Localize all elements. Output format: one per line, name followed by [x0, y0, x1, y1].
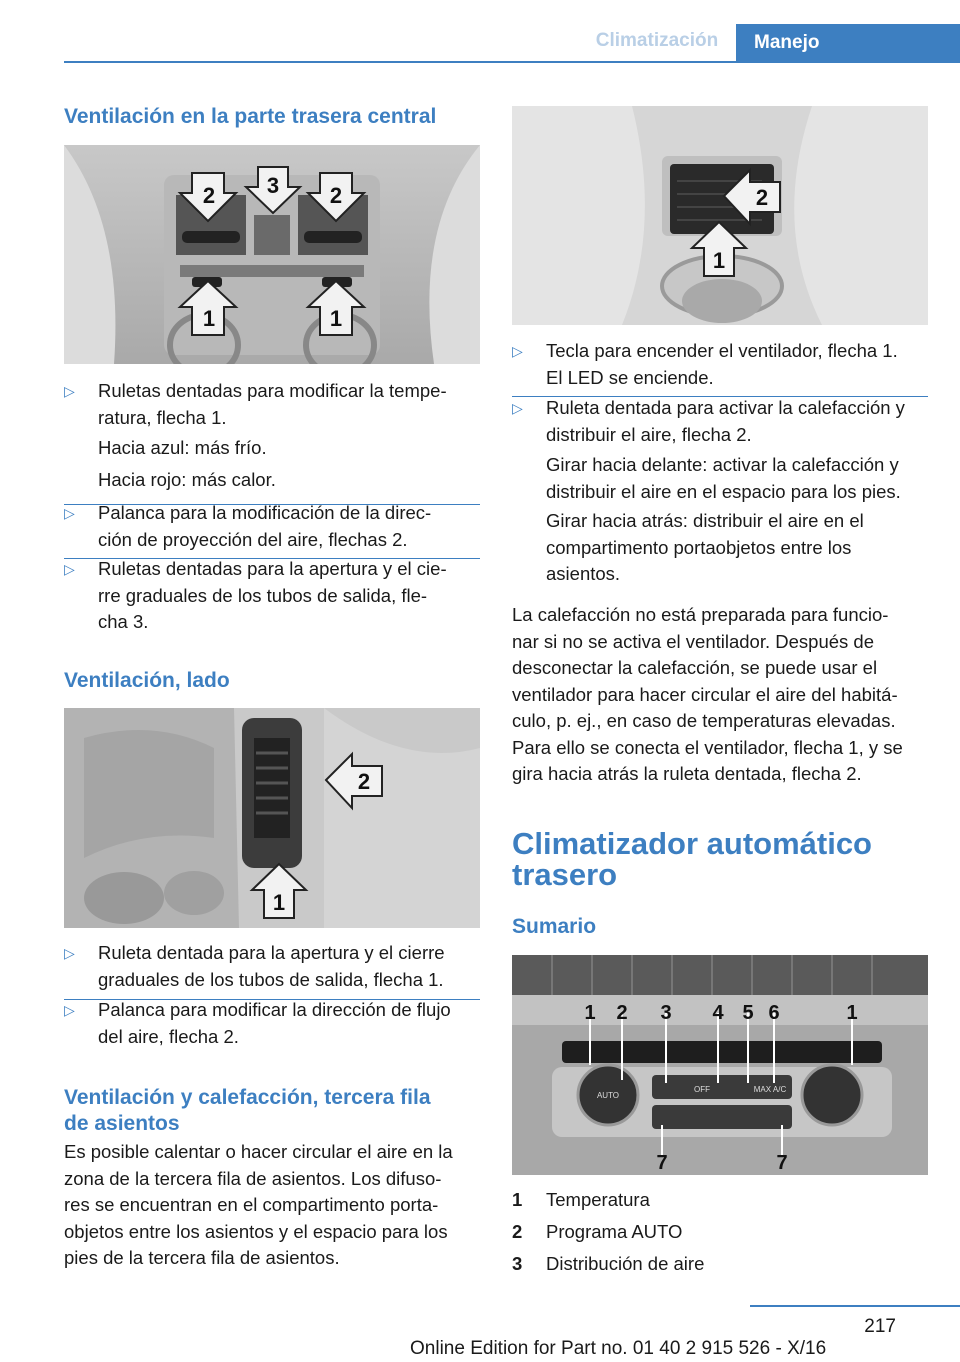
bullet-marker-icon: ▷ — [512, 343, 523, 359]
tercera-fila-text: Es posible calentar o hacer circular el aire en la zona de la tercera fila de asientos. Los difuso‐ res se encuentran en el compartimento porta‐ objetos entre los asientos y el espacio para los pies de la tercera fila de asientos. — [64, 1141, 453, 1268]
bullet-lado-2: ▷ Palanca para modificar la dirección de flujo del aire, flecha 2. — [64, 999, 451, 1047]
label-1-left: 1 — [202, 306, 216, 331]
figure-third-row — [512, 106, 928, 325]
heading-central: Ventilación en la parte trasera central — [64, 105, 437, 128]
right-paragraph: La calefacción no está preparada para funcio‐ nar si no se activa el ventilador. Después de desconectar la calefacción, se puede usar el ventilador para hacer circular el aire del habitá‐ culo, p. ej., en caso de temperaturas elevadas. Para ello se conecta el ventilador, flecha 1, y se gira hacia atrás la ruleta dentada, flecha 2. — [512, 604, 903, 784]
bullet-marker-icon: ▷ — [64, 1002, 75, 1018]
central-sub-red: Hacia rojo: más calor. — [98, 469, 276, 490]
bullet-central-1: ▷ Ruletas dentadas para modificar la tempe‐ ratura, flecha 1. — [64, 380, 447, 428]
header-rule — [64, 61, 960, 63]
header-section: Climatización — [595, 30, 719, 51]
label-1: 1 — [712, 248, 726, 273]
panel-label-7a: 7 — [656, 1152, 668, 1174]
list-item: 3 Distribución de aire — [512, 1253, 705, 1274]
btn-maxac-label: MAX A/C — [753, 1085, 787, 1094]
label-1: 1 — [272, 890, 286, 915]
panel-label-3: 3 — [660, 1002, 672, 1024]
right-sub-forward: Girar hacia delante: activar la calefacción y distribuir el aire en el espacio para los pies. — [546, 454, 901, 502]
figure-side-vent — [64, 708, 480, 928]
right-sub-backward: Girar hacia atrás: distribuir el aire en el compartimento portaobjetos entre los asientos. — [546, 510, 864, 584]
footer-rule — [750, 1305, 960, 1307]
label-2: 2 — [755, 185, 769, 210]
panel-label-5: 5 — [742, 1002, 754, 1024]
bullet-right-1: ▷ Tecla para encender el ventilador, flecha 1. El LED se enciende. — [512, 340, 898, 388]
label-2-left: 2 — [202, 183, 216, 208]
bullet-marker-icon: ▷ — [64, 505, 75, 521]
panel-label-1a: 1 — [584, 1002, 596, 1024]
edition-note: Online Edition for Part no. 01 40 2 915 526 - X/16 — [410, 1338, 827, 1359]
label-1-right: 1 — [329, 306, 343, 331]
bullet-central-2: ▷ Palanca para la modificación de la direc‐ ción de proyección del aire, flechas 2. — [64, 502, 432, 550]
panel-label-4: 4 — [712, 1002, 724, 1024]
figure-climate-panel — [512, 955, 928, 1175]
label-2-right: 2 — [329, 183, 343, 208]
figure-central-vents — [64, 145, 480, 364]
label-2: 2 — [357, 769, 371, 794]
label-3: 3 — [266, 173, 280, 198]
page-number: 217 — [864, 1316, 896, 1337]
bullet-marker-icon: ▷ — [64, 945, 75, 961]
heading-lado: Ventilación, lado — [64, 669, 230, 692]
heading-tercera-fila: Ventilación y calefacción, tercera fila de asientos — [64, 1086, 431, 1135]
bullet-marker-icon: ▷ — [512, 400, 523, 416]
bullet-right-2: ▷ Ruleta dentada para activar la calefacción y distribuir el aire, flecha 2. — [512, 397, 905, 445]
header-chapter-tab: Manejo — [736, 24, 960, 61]
bullet-marker-icon: ▷ — [64, 383, 75, 399]
btn-auto-label: AUTO — [596, 1091, 620, 1100]
panel-label-7b: 7 — [776, 1152, 788, 1174]
btn-off-label: OFF — [694, 1085, 710, 1094]
list-item: 2 Programa AUTO — [512, 1221, 683, 1242]
panel-label-1b: 1 — [846, 1002, 858, 1024]
bullet-marker-icon: ▷ — [64, 561, 75, 577]
list-item: 1 Temperatura — [512, 1189, 650, 1210]
bullet-lado-1: ▷ Ruleta dentada para la apertura y el cierre graduales de los tubos de salida, flecha 1. — [64, 942, 445, 990]
heading-climatizador: Climatizador automático trasero — [512, 826, 872, 892]
panel-label-6: 6 — [768, 1002, 780, 1024]
bullet-central-3: ▷ Ruletas dentadas para la apertura y el cie‐ rre graduales de los tubos de salida, fle‐ cha 3. — [64, 558, 447, 632]
panel-label-2: 2 — [616, 1002, 628, 1024]
central-sub-blue: Hacia azul: más frío. — [98, 437, 267, 458]
heading-sumario: Sumario — [512, 915, 597, 938]
